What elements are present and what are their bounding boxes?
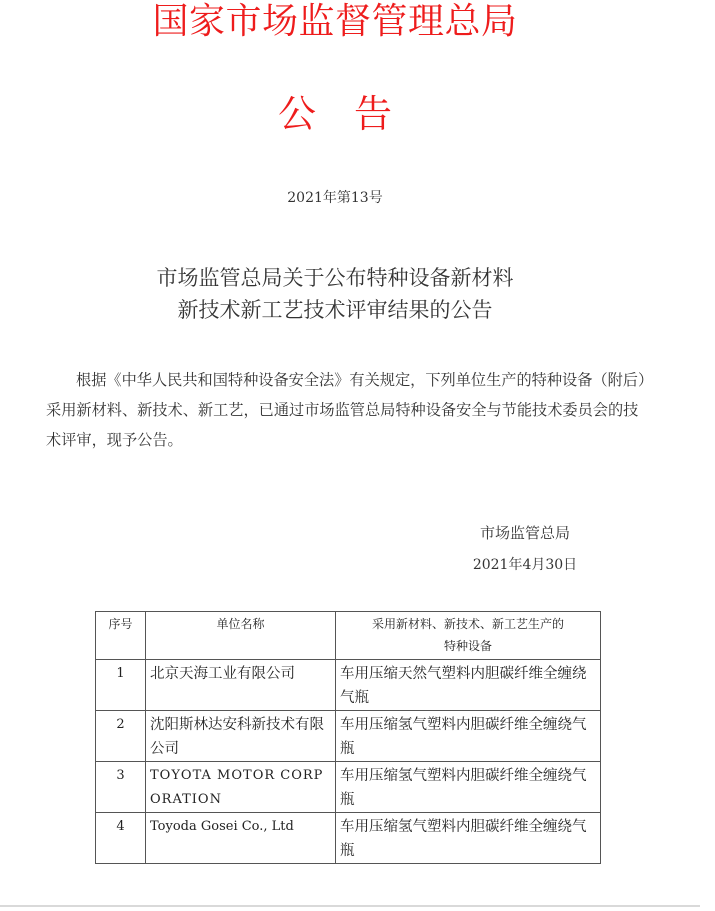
body-paragraph <box>46 365 646 455</box>
page-bottom-divider <box>0 905 700 907</box>
header-number: 序号 <box>96 612 146 660</box>
row-product: 车用压缩氢气塑料内胆碳纤维全缠绕气瓶 <box>336 762 601 813</box>
signature-block <box>425 517 625 581</box>
row-unit-name: TOYOTA MOTOR CORPORATION <box>146 762 336 813</box>
table-row <box>96 711 601 762</box>
header-product <box>336 612 601 660</box>
table-row <box>96 660 601 711</box>
title-line-1: 市场监管总局关于公布特种设备新材料 <box>156 266 514 290</box>
header-unit-name: 单位名称 <box>146 612 336 660</box>
row-unit-name: 北京天海工业有限公司 <box>146 660 336 711</box>
table-row <box>96 762 601 813</box>
document-number: 2021年第13号 <box>287 190 383 206</box>
row-product: 车用压缩氢气塑料内胆碳纤维全缠绕气瓶 <box>336 711 601 762</box>
issuer-name: 市场监管总局 <box>479 524 570 542</box>
row-product: 车用压缩氢气塑料内胆碳纤维全缠绕气瓶 <box>336 813 601 864</box>
row-number: 4 <box>96 813 146 864</box>
body-paragraph-text: 根据《中华人民共和国特种设备安全法》有关规定，下列单位生产的特种设备（附后）采用新材料、新技术、新工艺，已通过市场监管总局特种设备安全与节能技术委员会的技术评审，现予公告。 <box>46 371 646 449</box>
header-product-line-2: 特种设备 <box>443 639 492 653</box>
header-product-line-1: 采用新材料、新技术、新工艺生产的 <box>371 617 564 631</box>
document-type: 公 告 <box>277 92 392 136</box>
row-product: 车用压缩天然气塑料内胆碳纤维全缠绕气瓶 <box>336 660 601 711</box>
title-line-2: 新技术新工艺技术评审结果的公告 <box>177 298 493 322</box>
table-row <box>96 813 601 864</box>
announcement-title <box>0 262 670 326</box>
issue-date: 2021年4月30日 <box>472 557 578 573</box>
results-table <box>95 611 601 864</box>
agency-name: 国家市场监督管理总局 <box>152 1 518 42</box>
row-number: 3 <box>96 762 146 813</box>
table-header-row <box>96 612 601 660</box>
row-unit-name: Toyoda Gosei Co., Ltd <box>146 813 336 864</box>
row-unit-name: 沈阳斯林达安科新技术有限公司 <box>146 711 336 762</box>
row-number: 1 <box>96 660 146 711</box>
row-number: 2 <box>96 711 146 762</box>
